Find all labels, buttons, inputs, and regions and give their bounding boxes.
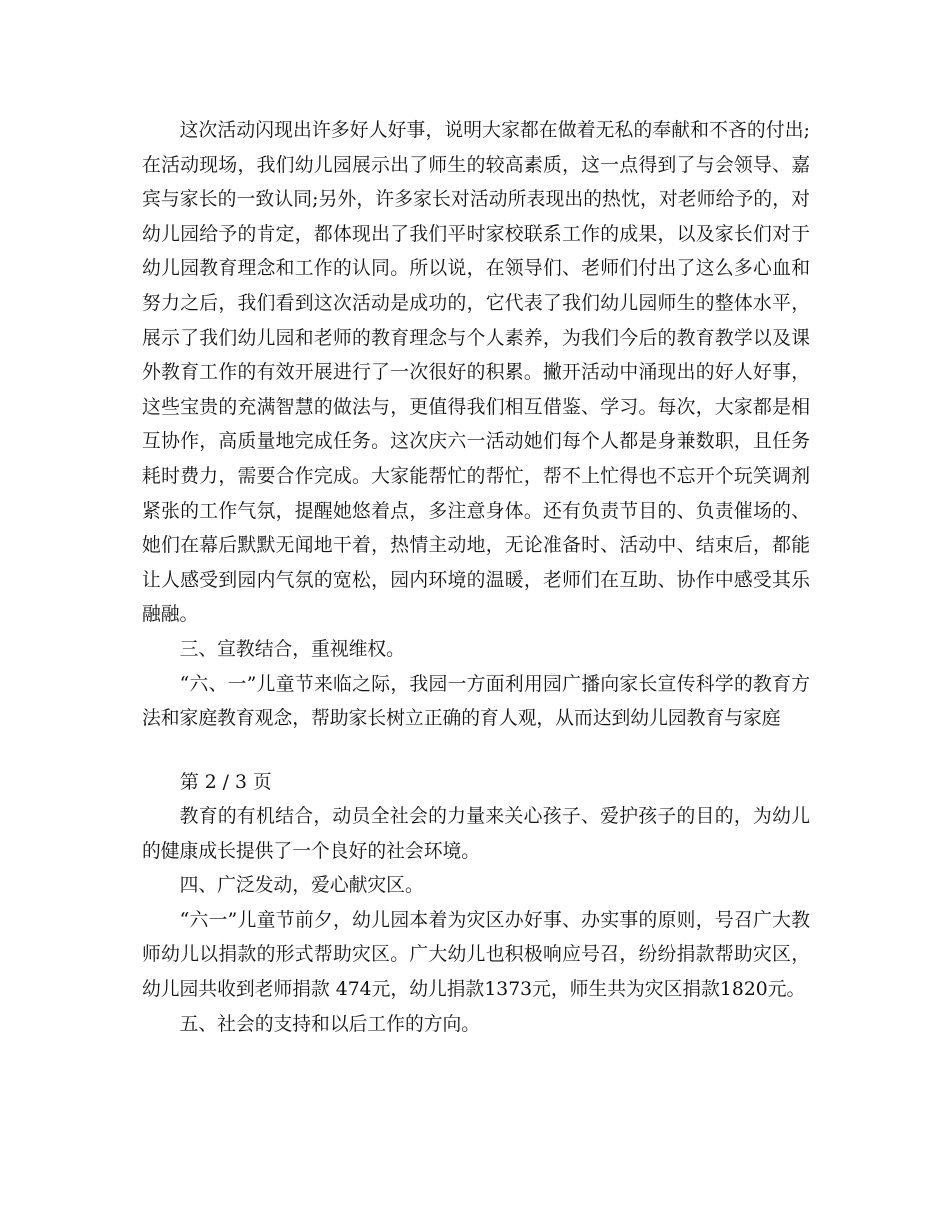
paragraph-childrens-day-education: “六、一”儿童节来临之际，我园一方面利用园广播向家长宣传科学的教育方法和家庭教育观念，帮助家长树立正确的育人观，从而达到幼儿园教育与家庭: [142, 673, 810, 730]
heading-section-four: 四、广泛发动，爱心献灾区。: [179, 875, 424, 897]
heading-section-five: 五、社会的支持和以后工作的方向。: [179, 1013, 481, 1035]
heading-section-three: 三、宣教结合，重视维权。: [179, 638, 405, 660]
document-body-bottom: [142, 800, 810, 1042]
paragraph-education-continuation: 教育的有机结合，动员全社会的力量来关心孩子、爱护孩子的目的，为幼儿的健康成长提供了一个良好的社会环境。: [142, 806, 810, 862]
document-body-top: [142, 114, 810, 737]
paragraph-donation: “六一”儿童节前夕，幼儿园本着为灾区办好事、办实事的原则，号召广大教师幼儿以捐款的形式帮助灾区。广大幼儿也积极响应号召，纷纷捐款帮助灾区，幼儿园共收到老师捐款 474元，幼儿捐款1373元，师生共为灾区捐款1820元。: [142, 909, 810, 1000]
page-number: 第 2 / 3 页: [180, 772, 272, 793]
paragraph-activity-summary: 这次活动闪现出许多好人好事，说明大家都在做着无私的奉献和不吝的付出;在活动现场，我们幼儿园展示出了师生的较高素质，这一点得到了与会领导、嘉宾与家长的一致认同;另外，许多家长对活动所表现出的热忱，对老师给予的，对幼儿园给予的肯定，都体现出了我们平时家校联系工作的成果，以及家长们对于幼儿园教育理念和工作的认同。所以说，在领导们、老师们付出了这么多心血和努力之后，我们看到这次活动是成功的，它代表了我们幼儿园师生的整体水平，展示了我们幼儿园和老师的教育理念与个人素养，为我们今后的教育教学以及课外教育工作的有效开展进行了一次很好的积累。撇开活动中涌现出的好人好事，这些宝贵的充满智慧的做法与，更值得我们相互借鉴、学习。每次，大家都是相互协作，高质量地完成任务。这次庆六一活动她们每个人都是身兼数职，且任务耗时费力，需要合作完成。大家能帮忙的帮忙，帮不上忙得也不忘开个玩笑调剂紧张的工作气氛，提醒她悠着点，多注意身体。还有负责节目的、负责催场的、她们在幕后默默无闻地干着，热情主动地，无论准备时、活动中、结束后，都能让人感受到园内气氛的宽松，园内环境的温暖，老师们在互助、协作中感受其乐融融。: [142, 120, 810, 626]
